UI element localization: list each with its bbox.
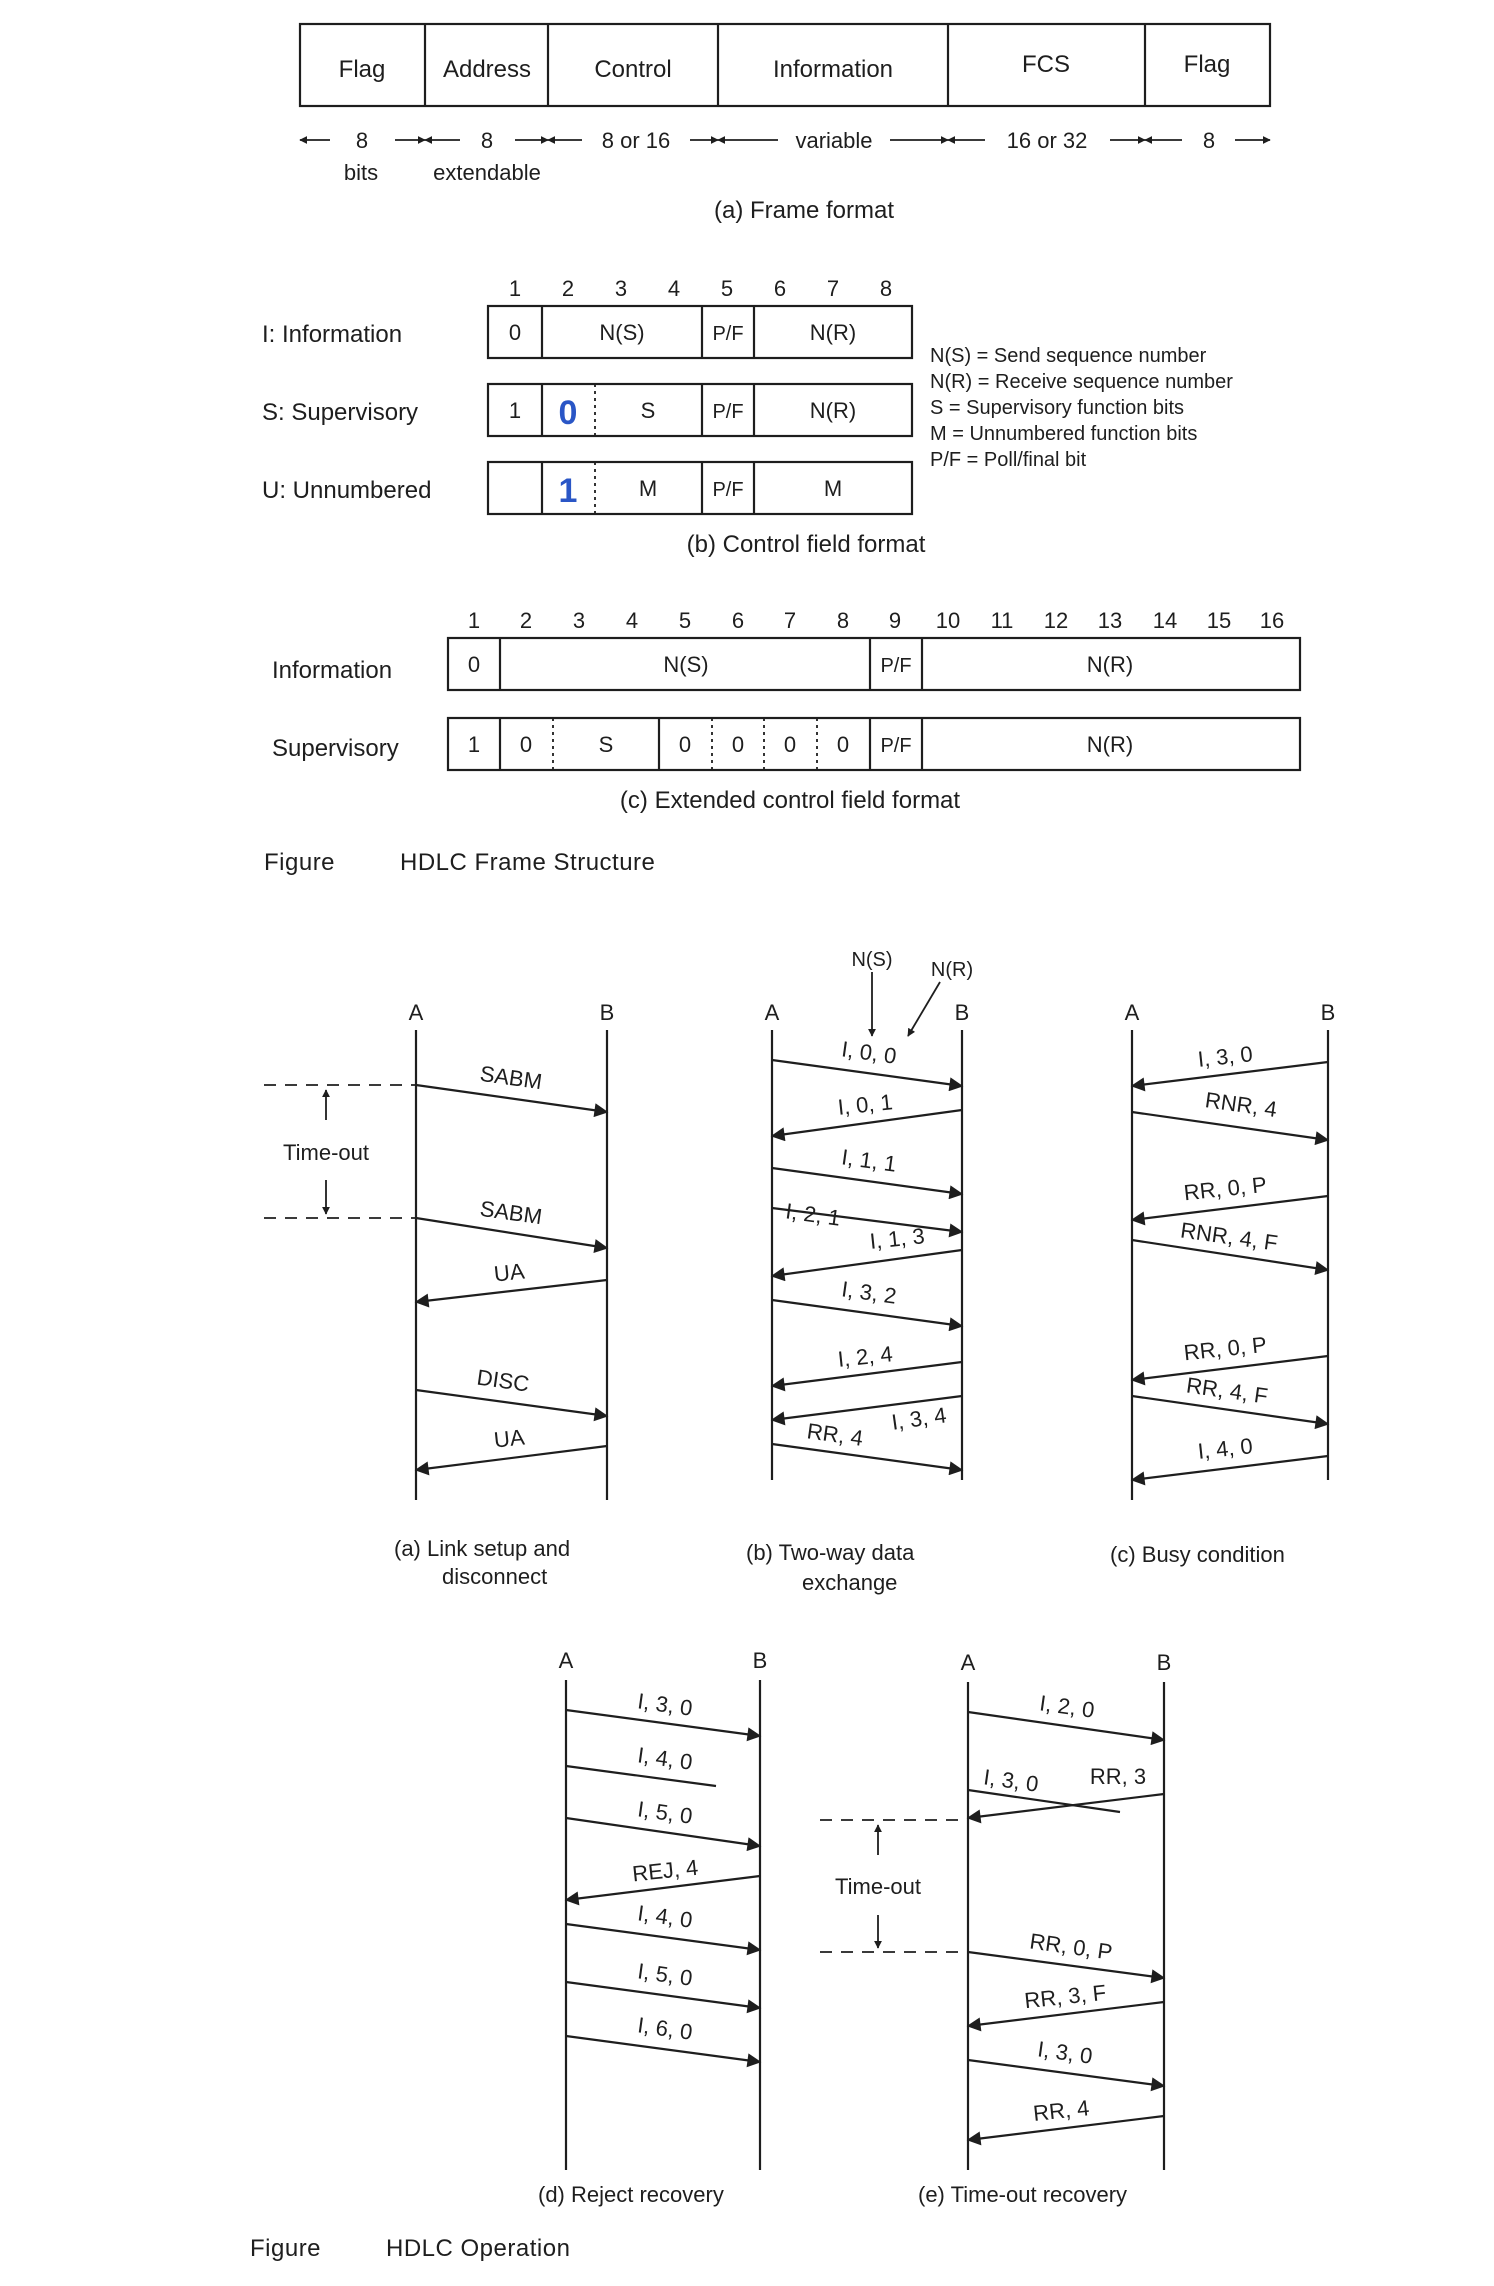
cell: 0 [467,652,481,677]
caption-line: (a) Link setup and [394,1536,571,1561]
legend-line: P/F = Poll/final bit [930,449,1087,471]
figure2-label: Figure [250,2235,322,2262]
bit-number: 8 [836,608,850,633]
message-label: DISC [475,1364,531,1397]
size-flag-start: 8 [355,128,369,153]
cell: M [823,476,843,501]
op-c-busy [1110,1000,1335,1567]
frame-format [300,24,1270,224]
bit-number: 7 [826,276,840,301]
station-a: A [558,1648,574,1673]
bit-number: 2 [519,608,533,633]
legend-line: S = Supervisory function bits [930,397,1185,419]
control-legend [930,345,1233,471]
message-label: I, 6, 0 [636,2012,695,2045]
message-arrow [772,1444,962,1470]
message-label: I, 2, 1 [784,1198,843,1231]
station-a: A [764,1000,780,1025]
size-control: 8 or 16 [601,128,671,153]
caption-control-field: (b) Control field format [686,531,926,558]
message-label: SABM [478,1195,544,1230]
cell: S [598,732,614,757]
message-label: RR, 4 [1031,2095,1091,2126]
cell: 0 [836,732,850,757]
message-label: I, 2, 4 [836,1341,894,1372]
message-label: I, 1, 3 [868,1223,926,1254]
cell: N(R) [1086,732,1134,757]
message-label: SABM [478,1060,544,1095]
ext-row-supervisory [448,718,1300,770]
cell: N(S) [663,652,709,677]
handwritten-cell: 1 [558,472,578,510]
cell: P/F [712,401,744,423]
control-field-format [262,276,1233,558]
lost-message-line [566,1766,716,1786]
row-label-information: I: Information [262,321,403,348]
cell: S [640,398,656,423]
bit-number: 4 [667,276,681,301]
extended-control-format [272,608,1300,814]
station-b: B [1156,1650,1172,1675]
message-label: REJ, 4 [631,1854,700,1887]
caption-line: (c) Busy condition [1110,1542,1285,1567]
station-b: B [599,1000,615,1025]
message-label: I, 5, 0 [636,1796,695,1829]
op-d-reject [538,1648,767,2207]
figure1-label: Figure [264,849,336,876]
caption-line: disconnect [442,1564,548,1589]
row-label-supervisory: S: Supervisory [262,399,419,426]
bit-number: 1 [508,276,522,301]
timeout-label: Time-out [283,1140,369,1165]
message-label: I, 2, 0 [1038,1690,1097,1723]
caption-extended-field: (c) Extended control field format [619,787,961,814]
message-label: I, 0, 0 [840,1036,899,1069]
legend-line: N(S) = Send sequence number [930,345,1207,367]
message-label: I, 3, 0 [1196,1041,1254,1072]
message-label: RR, 0, P [1182,1171,1268,1206]
message-label: UA [492,1258,526,1287]
bit-number: 13 [1097,608,1123,633]
bit-number: 16 [1259,608,1285,633]
message-label: I, 5, 0 [636,1958,695,1991]
message-label: RR, 0, P [1182,1331,1268,1366]
legend-line: M = Unnumbered function bits [930,423,1198,445]
caption-line: (d) Reject recovery [538,2182,724,2207]
bit-number: 1 [467,608,481,633]
message-label: I, 3, 4 [889,1402,948,1435]
caption-line: (e) Time-out recovery [918,2182,1128,2207]
cell: 0 [731,732,745,757]
station-a: A [408,1000,424,1025]
message-label: I, 3, 0 [1036,2036,1095,2069]
cell: N(R) [809,320,857,345]
field-address: Address [442,56,532,83]
cell: 1 [467,732,481,757]
field-flag-start: Flag [338,56,386,83]
handwritten-cell: 0 [558,394,578,432]
message-label: RNR, 4 [1203,1087,1279,1122]
ext-row-label-information: Information [272,657,393,684]
pointer-nr: N(R) [930,959,974,981]
ext-row-information [448,638,1300,690]
pointer-ns: N(S) [851,949,893,971]
message-label: I, 3, 2 [840,1276,899,1309]
message-label: I, 4, 0 [1196,1433,1254,1464]
message-arrow [772,1250,962,1276]
cell: 0 [783,732,797,757]
message-label: RR, 4, F [1184,1372,1270,1409]
station-b: B [1320,1000,1336,1025]
cell: 1 [508,398,522,423]
message-label: RR, 3, F [1023,1979,1108,2014]
cell: N(S) [599,320,645,345]
size-information: variable [795,128,873,153]
bit-number: 10 [935,608,961,633]
field-control: Control [594,56,672,83]
size-note-extendable: extendable [433,160,541,185]
station-b: B [954,1000,970,1025]
message-label: I, 3, 0 [636,1688,695,1721]
figure2-title: HDLC Operation [386,2235,571,2262]
control-row-u [488,462,912,514]
bit-number: 6 [773,276,787,301]
cell: N(R) [809,398,857,423]
message-label: RNR, 4, F [1178,1217,1280,1256]
cell: 0 [519,732,533,757]
message-label: RR, 3 [1089,1764,1147,1789]
op-a-link-setup [264,1000,614,1589]
bit-number: 3 [572,608,586,633]
bit-number: 2 [561,276,575,301]
cell: P/F [712,323,744,345]
station-b: B [752,1648,768,1673]
cell: P/F [712,479,744,501]
size-fcs: 16 or 32 [1006,128,1088,153]
cell: 0 [508,320,522,345]
message-label: I, 3, 0 [982,1764,1041,1797]
cell: M [638,476,658,501]
message-label: RR, 4 [805,1418,865,1451]
ext-row-label-supervisory: Supervisory [272,735,399,762]
caption-line: exchange [802,1570,898,1595]
caption-line: (b) Two-way data [746,1540,915,1565]
bit-number: 8 [879,276,893,301]
message-label: I, 4, 0 [636,1742,695,1775]
message-label: I, 0, 1 [836,1089,894,1120]
bit-number: 14 [1152,608,1178,633]
op-e-timeout [820,1650,1171,2207]
station-a: A [1124,1000,1140,1025]
field-fcs: FCS [1022,51,1070,78]
legend-line: N(R) = Receive sequence number [930,371,1233,393]
op-b-two-way [746,949,973,1595]
bit-number: 6 [731,608,745,633]
bit-number: 12 [1043,608,1069,633]
message-label: I, 4, 0 [636,1900,695,1933]
message-arrow [1132,1112,1328,1140]
size-flag-end: 8 [1202,128,1216,153]
message-arrow [968,1794,1164,1818]
bit-number: 5 [720,276,734,301]
cell: P/F [880,735,912,757]
size-address: 8 [480,128,494,153]
field-information: Information [772,56,894,83]
field-flag-end: Flag [1183,51,1231,78]
bit-number: 4 [625,608,639,633]
station-a: A [960,1650,976,1675]
row-label-unnumbered: U: Unnumbered [262,477,432,504]
message-label: I, 1, 1 [840,1144,899,1177]
bit-number: 3 [614,276,628,301]
bit-number: 15 [1206,608,1232,633]
figure1-title: HDLC Frame Structure [400,849,656,876]
bit-number: 11 [990,608,1014,633]
bit-number: 5 [678,608,692,633]
bit-number: 9 [888,608,902,633]
message-label: RR, 0, P [1028,1928,1114,1965]
cell: N(R) [1086,652,1134,677]
timeout-label: Time-out [835,1874,921,1899]
cell: P/F [880,655,912,677]
message-label: UA [492,1424,526,1453]
caption-frame-format: (a) Frame format [713,197,895,224]
size-note-bits: bits [343,160,379,185]
bit-number: 7 [783,608,797,633]
cell: 0 [678,732,692,757]
